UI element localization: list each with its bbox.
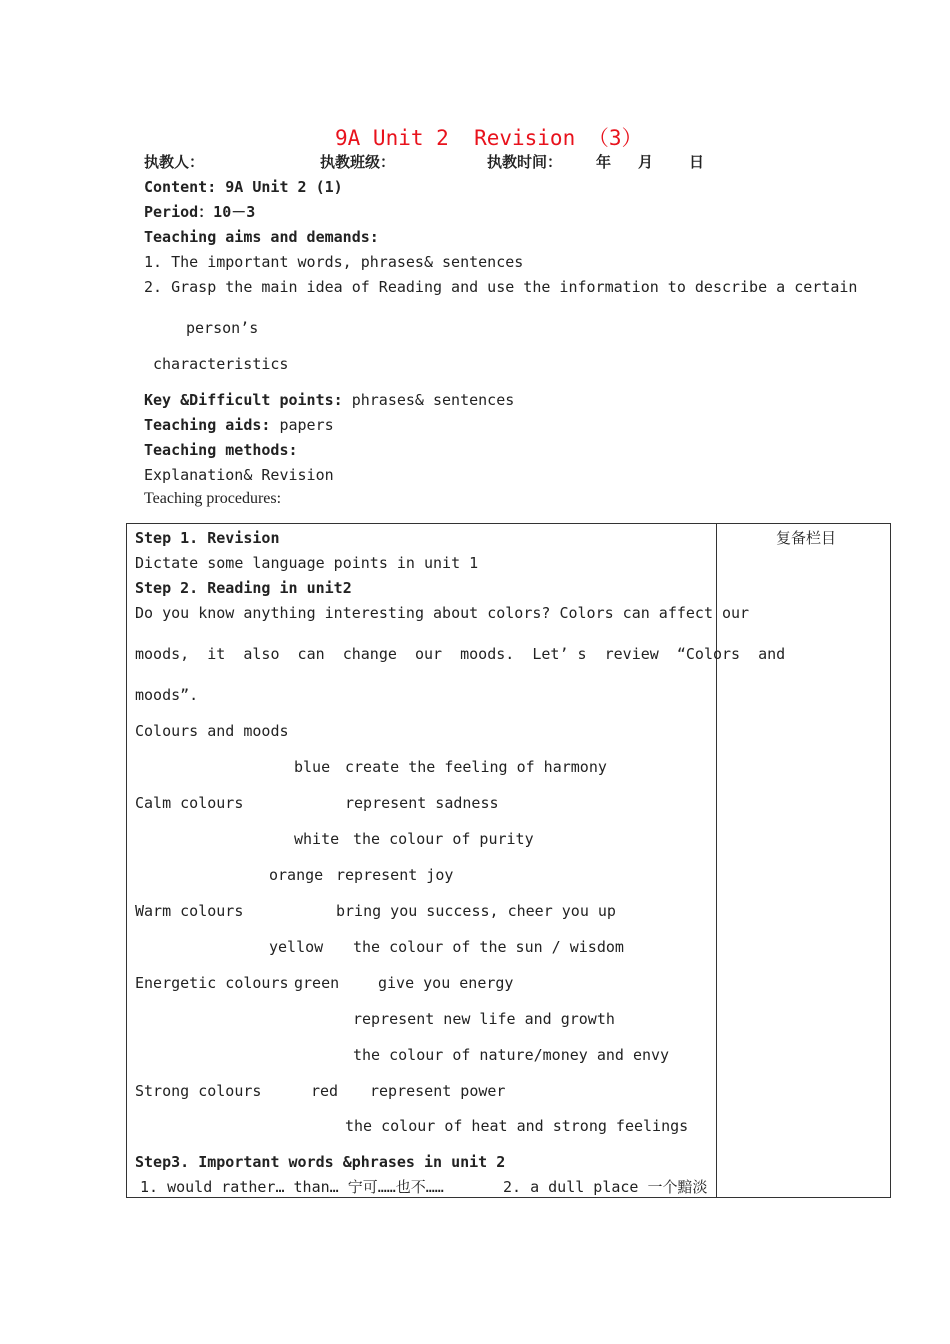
aids-value: papers: [270, 416, 334, 434]
aims-heading: Teaching aims and demands:: [144, 228, 379, 246]
colour-desc: the colour of nature/money and envy: [353, 1046, 670, 1064]
step2-line-1: Do you know anything interesting about colors? Colors can affect our: [135, 604, 750, 622]
step1-heading: Step 1. Revision: [135, 529, 280, 547]
period-line: Period：10－3: [144, 203, 256, 221]
page-title: 9A Unit 2 Revision （3）: [335, 126, 643, 150]
colour-desc: give you energy: [378, 974, 514, 992]
colour-name: white: [294, 830, 340, 848]
colour-name: green: [294, 974, 340, 992]
colour-group: Warm colours: [135, 902, 244, 920]
day-label: 日: [689, 153, 705, 171]
month-label: 月: [638, 153, 654, 171]
aim-item-1: 1. The important words, phrases& sentences: [144, 253, 524, 271]
content-line: Content: 9A Unit 2 (1): [144, 178, 343, 196]
colour-name: red: [311, 1082, 339, 1100]
key-points-label: Key &Difficult points:: [144, 391, 343, 409]
aim-item-2-cont: person’s: [186, 319, 259, 337]
aids-label: Teaching aids:: [144, 416, 271, 434]
aim-item-2-end: characteristics: [153, 355, 289, 373]
colour-desc: represent power: [370, 1082, 506, 1100]
colour-group: Strong colours: [135, 1082, 262, 1100]
colour-desc: the colour of purity: [353, 830, 534, 848]
side-column-heading: 复备栏目: [776, 529, 837, 547]
teacher-label: 执教人：: [144, 153, 205, 171]
key-points-line: [144, 391, 514, 409]
colour-desc: the colour of heat and strong feelings: [345, 1117, 689, 1135]
colour-desc: represent sadness: [345, 794, 499, 812]
class-label: 执教班级：: [320, 153, 396, 171]
procedures-label: Teaching procedures:: [144, 490, 282, 507]
step2-heading: Step 2. Reading in unit2: [135, 579, 352, 597]
colour-desc: represent joy: [336, 866, 454, 884]
colour-name: blue: [294, 758, 331, 776]
aim-item-2: 2. Grasp the main idea of Reading and use the information to describe a certain: [144, 278, 858, 296]
step1-text: Dictate some language points in unit 1: [135, 554, 479, 572]
colours-heading: Colours and moods: [135, 722, 289, 740]
table-divider: [716, 523, 717, 1198]
colour-desc: represent new life and growth: [353, 1010, 615, 1028]
step3-item-2: 2. a dull place 一个黯淡: [503, 1178, 708, 1196]
step2-line-3: moods”.: [135, 686, 199, 704]
methods-value: Explanation& Revision: [144, 466, 334, 484]
methods-label: Teaching methods:: [144, 441, 298, 459]
key-points-value: phrases& sentences: [342, 391, 515, 409]
step3-heading: Step3. Important words &phrases in unit 2: [135, 1153, 506, 1171]
colour-group: Calm colours: [135, 794, 244, 812]
year-label: 年: [596, 153, 612, 171]
aids-line: [144, 416, 334, 434]
step2-line-2: moods, it also can change our moods. Let’ s review “Colors and: [135, 645, 786, 663]
time-label: 执教时间：: [487, 153, 563, 171]
colour-name: yellow: [269, 938, 324, 956]
colour-desc: bring you success, cheer you up: [336, 902, 616, 920]
colour-name: orange: [269, 866, 324, 884]
colour-desc: the colour of the sun / wisdom: [353, 938, 624, 956]
colour-group: Energetic colours: [135, 974, 289, 992]
colour-desc: create the feeling of harmony: [345, 758, 607, 776]
step3-item-1: 1. would rather… than… 宁可……也不……: [140, 1178, 444, 1196]
